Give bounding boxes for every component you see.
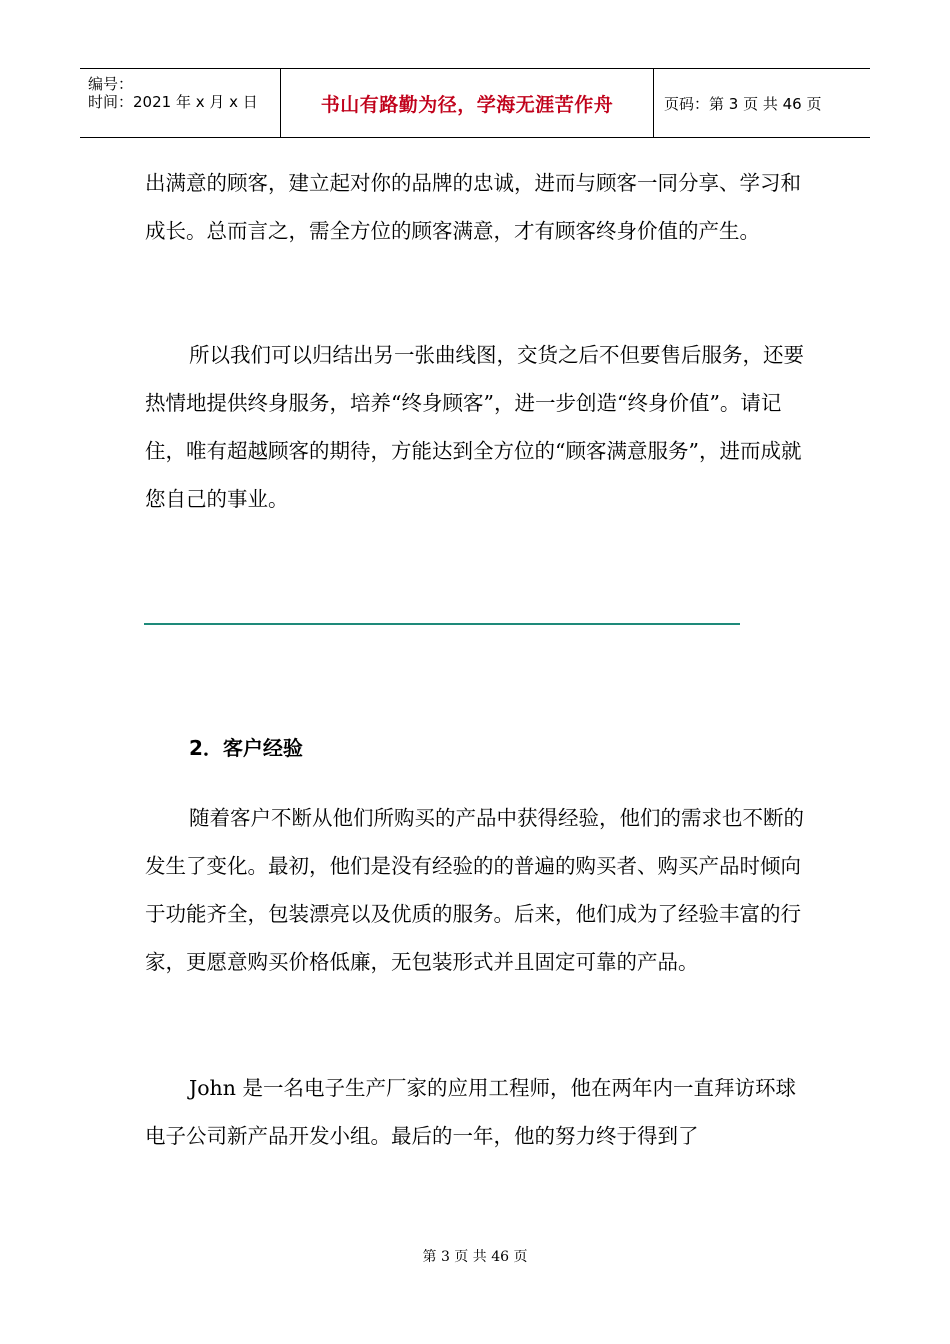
section-divider (144, 623, 740, 625)
page-footer: 第 3 页 共 46 页 (422, 1249, 528, 1265)
time-label: 时间：2021 年 x 月 x 日 (88, 93, 258, 111)
header-left-cell (80, 69, 281, 137)
header-right-cell (654, 69, 870, 137)
number-label: 编号： (88, 75, 134, 93)
paragraph-1: 出满意的顾客，建立起对你的品牌的忠诚，进而与顾客一同分享、学习和成长。总而言之，需全方位的顾客满意，才有顾客终身价值的产生。 (145, 171, 801, 243)
section-heading: 2．客户经验 (189, 736, 303, 760)
document-header (80, 68, 870, 138)
paragraph-2: 所以我们可以归结出另一张曲线图，交货之后不但要售后服务，还要热情地提供终身服务，培养“终身顾客”，进一步创造“终身价值”。请记住，唯有超越顾客的期待，方能达到全方位的“顾客满意服务”，进而成就您自己的事业。 (145, 343, 804, 511)
motto-text: 书山有路勤为径，学海无涯苦作舟 (320, 93, 614, 116)
paragraph-4: John 是一名电子生产厂家的应用工程师，他在两年内一直拜访环球电子公司新产品开发小组。最后的一年，他的努力终于得到了 (145, 1076, 796, 1148)
paragraph-3: 随着客户不断从他们所购买的产品中获得经验，他们的需求也不断的发生了变化。最初，他们是没有经验的的普遍的购买者、购买产品时倾向于功能齐全，包装漂亮以及优质的服务。后来，他们成为了经验丰富的行家，更愿意购买价格低廉，无包装形式并且固定可靠的产品。 (145, 806, 804, 974)
page-info: 页码：第 3 页 共 46 页 (664, 94, 822, 113)
header-motto-cell (281, 69, 654, 137)
